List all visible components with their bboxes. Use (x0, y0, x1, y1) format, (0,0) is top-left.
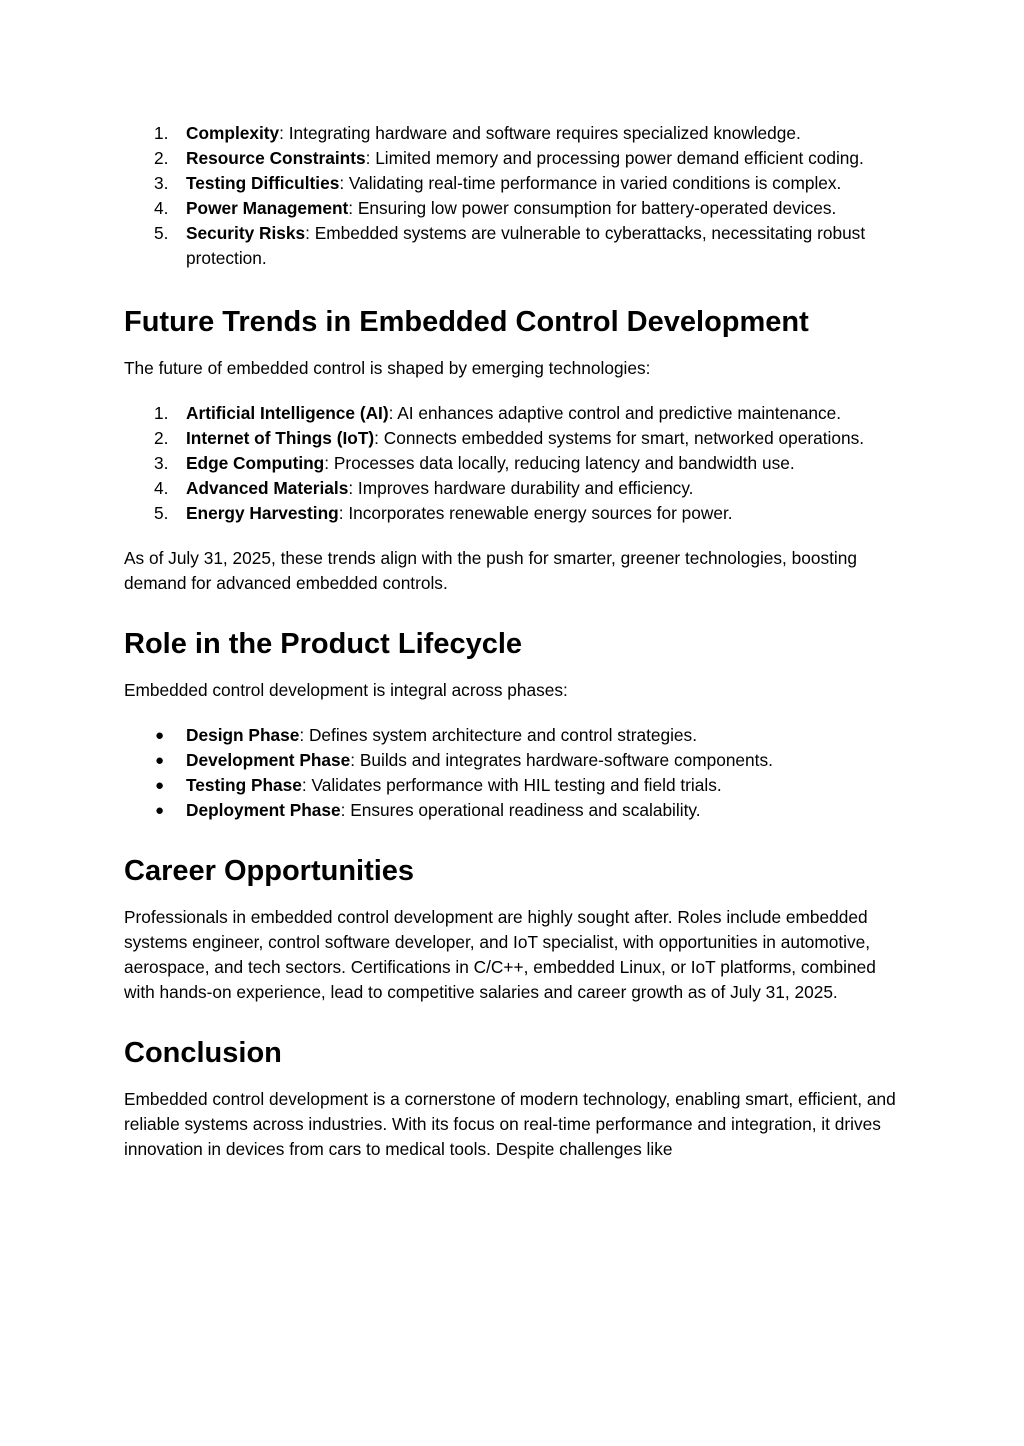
list-item-text: : Connects embedded systems for smart, networked operations. (374, 428, 865, 448)
list-item (124, 798, 904, 823)
list-item (124, 221, 904, 271)
list-number: 2. (154, 428, 169, 448)
list-item-term: Complexity (186, 123, 280, 143)
list-item (124, 501, 904, 526)
list-item-term: Artificial Intelligence (AI) (186, 403, 389, 423)
list-item-text: : Defines system architecture and control strategies. (299, 725, 697, 745)
future-intro: The future of embedded control is shaped by emerging technologies: (124, 358, 651, 378)
conclusion-paragraph: Embedded control development is a cornerstone of modern technology, enabling smart, efficient, and reliable systems across industries. With its focus on real-time performance and integration, it drives innovation in devices from cars to medical tools. Despite challenges like (124, 1089, 896, 1159)
list-item-term: Development Phase (186, 750, 351, 770)
list-item-text: : Ensures operational readiness and scalability. (340, 800, 701, 820)
list-item-term: Advanced Materials (186, 478, 349, 498)
list-item-text: : Improves hardware durability and efficiency. (348, 478, 694, 498)
list-item-term: Power Management (186, 198, 349, 218)
list-item-term: Edge Computing (186, 453, 325, 473)
list-item (124, 773, 904, 798)
list-item (124, 401, 904, 426)
bullet-icon: ● (155, 802, 165, 819)
challenges-list (124, 121, 904, 271)
document-page (124, 121, 904, 1162)
list-item-text: : Embedded systems are vulnerable to cyberattacks, necessitating robust protection. (186, 223, 866, 268)
list-item-text: : Integrating hardware and software requires specialized knowledge. (279, 123, 801, 143)
bullet-icon: ● (155, 777, 165, 794)
lifecycle-list (124, 723, 904, 823)
list-item-term: Testing Difficulties (186, 173, 340, 193)
list-number: 1. (154, 123, 169, 143)
list-item (124, 723, 904, 748)
list-number: 4. (154, 198, 169, 218)
list-item-term: Design Phase (186, 725, 300, 745)
section-heading-product-lifecycle: Role in the Product Lifecycle (124, 628, 523, 660)
list-item-term: Security Risks (186, 223, 306, 243)
list-item (124, 121, 904, 146)
future-closing-paragraph: As of July 31, 2025, these trends align with the push for smarter, greener technologies, boosting demand for advanced embedded controls. (124, 548, 857, 593)
list-item-term: Resource Constraints (186, 148, 366, 168)
list-item-text: : AI enhances adaptive control and predictive maintenance. (388, 403, 842, 423)
list-item-text: : Validates performance with HIL testing and field trials. (301, 775, 722, 795)
list-item-text: : Builds and integrates hardware-software components. (350, 750, 773, 770)
career-paragraph: Professionals in embedded control development are highly sought after. Roles include embedded systems engineer, control software developer, and IoT specialist, with opportunities in automotive, aerospace, and tech sectors. Certifications in C/C++, embedded Linux, or IoT platforms, combined with hands-on experience, lead to competitive salaries and career growth as of July 31, 2025. (124, 907, 876, 1002)
future-trends-list (124, 401, 904, 526)
list-item (124, 426, 904, 451)
list-number: 2. (154, 148, 169, 168)
list-number: 3. (154, 173, 169, 193)
list-item (124, 451, 904, 476)
list-item-text: : Processes data locally, reducing latency and bandwidth use. (324, 453, 795, 473)
section-heading-career-opportunities: Career Opportunities (124, 855, 415, 887)
list-number: 1. (154, 403, 169, 423)
section-heading-conclusion: Conclusion (124, 1037, 282, 1069)
list-item (124, 476, 904, 501)
list-number: 3. (154, 453, 169, 473)
list-item-text: : Incorporates renewable energy sources for power. (338, 503, 733, 523)
list-item-term: Energy Harvesting (186, 503, 339, 523)
list-item (124, 171, 904, 196)
list-item-text: : Validating real-time performance in varied conditions is complex. (339, 173, 842, 193)
list-item (124, 748, 904, 773)
bullet-icon: ● (155, 727, 165, 744)
list-item-term: Deployment Phase (186, 800, 341, 820)
list-item (124, 196, 904, 221)
list-number: 4. (154, 478, 169, 498)
list-number: 5. (154, 503, 169, 523)
list-item-term: Internet of Things (IoT) (186, 428, 375, 448)
bullet-icon: ● (155, 752, 165, 769)
list-item-text: : Limited memory and processing power demand efficient coding. (365, 148, 864, 168)
list-item-text: : Ensuring low power consumption for battery-operated devices. (348, 198, 837, 218)
lifecycle-intro: Embedded control development is integral across phases: (124, 680, 568, 700)
list-item-term: Testing Phase (186, 775, 302, 795)
list-item (124, 146, 904, 171)
section-heading-future-trends: Future Trends in Embedded Control Development (124, 306, 809, 338)
list-number: 5. (154, 223, 169, 243)
